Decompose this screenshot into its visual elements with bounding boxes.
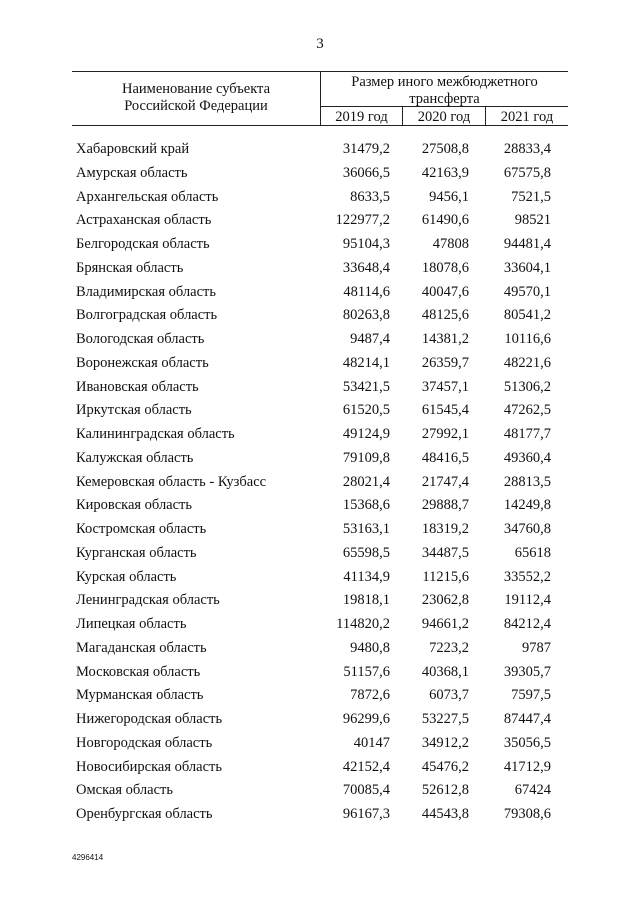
value-2019: 7872,6 [350, 687, 390, 704]
value-2021: 67575,8 [503, 164, 551, 181]
region-name: Ленинградская область [76, 592, 220, 609]
table-row [0, 447, 640, 471]
value-2021: 87447,4 [503, 711, 551, 727]
region-name: Липецкая область [76, 616, 187, 632]
value-2021: 19112,4 [504, 592, 551, 609]
value-2020: 11215,6 [422, 568, 469, 585]
region-name: Брянская область [76, 259, 184, 276]
value-2020: 18319,2 [421, 521, 469, 537]
value-2021: 14249,8 [503, 497, 551, 514]
table-row [0, 518, 640, 542]
table-row [0, 542, 640, 566]
value-2020: 44543,8 [421, 806, 469, 822]
region-name: Мурманская область [76, 687, 204, 704]
value-2021: 33604,1 [503, 259, 551, 276]
table-row [0, 138, 640, 162]
value-2020: 6073,7 [429, 687, 469, 704]
table-row [0, 328, 640, 352]
value-2020: 27508,8 [421, 141, 469, 157]
region-name: Вологодская область [76, 331, 205, 347]
region-name: Кемеровская область - Кузбасс [76, 473, 267, 490]
table-row [0, 281, 640, 305]
region-name: Калининградская область [76, 426, 235, 442]
value-2021: 35056,5 [503, 734, 551, 751]
value-2019: 48214,1 [342, 354, 390, 371]
column-header-transfer [321, 74, 568, 108]
region-name: Волгоградская область [76, 307, 218, 324]
region-name: Костромская область [76, 521, 207, 537]
value-2020: 40047,6 [421, 283, 469, 300]
region-name: Магаданская область [76, 639, 207, 656]
value-2021: 39305,7 [503, 663, 551, 680]
table-row [0, 471, 640, 495]
table-row [0, 803, 640, 827]
region-name: Иркутская область [76, 402, 192, 419]
value-2019: 51157,6 [343, 663, 390, 680]
value-2020: 27992,1 [421, 426, 469, 442]
region-name: Оренбургская область [76, 806, 213, 822]
value-2020: 53227,5 [421, 711, 469, 727]
region-name: Омская область [76, 782, 173, 799]
value-2021: 48177,7 [503, 426, 551, 442]
value-2019: 114820,2 [336, 616, 390, 632]
region-name: Новосибирская область [76, 758, 222, 775]
value-2020: 23062,8 [421, 592, 469, 609]
value-2020: 42163,9 [421, 164, 469, 181]
table-row [0, 423, 640, 447]
value-2021: 33552,2 [503, 568, 551, 585]
value-2019: 9480,8 [350, 639, 390, 656]
value-2019: 19818,1 [342, 592, 390, 609]
table-row [0, 566, 640, 590]
value-2020: 9456,1 [429, 188, 469, 205]
value-2019: 42152,4 [342, 758, 390, 775]
value-2019: 40147 [353, 734, 390, 751]
table-row [0, 708, 640, 732]
table-body [0, 138, 640, 827]
table-row [0, 376, 640, 400]
column-header-2020: 2020 год [417, 109, 471, 125]
value-2020: 48416,5 [421, 449, 469, 466]
region-name: Нижегородская область [76, 711, 223, 727]
table-row [0, 684, 640, 708]
value-2019: 36066,5 [342, 164, 390, 181]
table-row [0, 186, 640, 210]
value-2021: 47262,5 [503, 402, 551, 419]
value-2021: 65618 [514, 544, 551, 561]
value-2020: 47808 [432, 236, 469, 252]
value-2020: 7223,2 [429, 639, 469, 656]
table-row [0, 304, 640, 328]
value-2019: 96299,6 [342, 711, 390, 727]
value-2020: 26359,7 [421, 354, 469, 371]
table-row [0, 613, 640, 637]
value-2019: 61520,5 [342, 402, 390, 419]
value-2021: 84212,4 [503, 616, 551, 632]
value-2021: 34760,8 [503, 521, 551, 537]
region-name: Владимирская область [76, 283, 216, 300]
column-header-2021: 2021 год [500, 109, 554, 125]
table-row [0, 352, 640, 376]
region-name: Воронежская область [76, 354, 209, 371]
value-2020: 45476,2 [421, 758, 469, 775]
region-name: Астраханская область [76, 212, 212, 229]
region-name: Белгородская область [76, 236, 210, 252]
value-2019: 9487,4 [350, 331, 390, 347]
value-2019: 31479,2 [342, 141, 390, 157]
value-2021: 49360,4 [503, 449, 551, 466]
region-name: Хабаровский край [76, 141, 190, 157]
value-2019: 53421,5 [342, 378, 390, 395]
region-name: Курская область [76, 568, 177, 585]
value-2019: 28021,4 [342, 473, 390, 490]
value-2021: 9787 [522, 639, 551, 656]
value-2019: 41134,9 [343, 568, 390, 585]
table-row [0, 756, 640, 780]
table-row [0, 637, 640, 661]
region-name: Калужская область [76, 449, 194, 466]
value-2021: 28813,5 [503, 473, 551, 490]
value-2019: 53163,1 [342, 521, 390, 537]
table-row [0, 257, 640, 281]
table-row [0, 209, 640, 233]
region-name: Архангельская область [76, 188, 219, 205]
column-header-2019: 2019 год [335, 109, 388, 125]
value-2019: 95104,3 [342, 236, 390, 252]
value-2021: 49570,1 [503, 283, 551, 300]
header-bottom-rule [72, 125, 568, 126]
column-header-subject-line-1: Наименование субъекта [121, 81, 271, 97]
region-name: Амурская область [76, 164, 188, 181]
value-2019: 70085,4 [342, 782, 390, 799]
table-row [0, 589, 640, 613]
value-2020: 61490,6 [421, 212, 469, 229]
value-2019: 122977,2 [335, 212, 390, 229]
value-2021: 98521 [514, 212, 551, 229]
table-row [0, 399, 640, 423]
value-2020: 34487,5 [421, 544, 469, 561]
column-header-transfer-line-2: трансферта [409, 91, 480, 107]
value-2021: 94481,4 [503, 236, 551, 252]
value-2021: 28833,4 [503, 141, 551, 157]
value-2021: 10116,6 [504, 331, 551, 347]
value-2019: 79109,8 [342, 449, 390, 466]
column-header-subject-line-2: Российской Федерации [124, 98, 268, 114]
region-name: Курганская область [76, 544, 197, 561]
value-2019: 65598,5 [342, 544, 390, 561]
value-2020: 52612,8 [421, 782, 469, 799]
table-row [0, 779, 640, 803]
value-2021: 79308,6 [503, 806, 551, 822]
value-2019: 8633,5 [350, 188, 390, 205]
table-row [0, 162, 640, 186]
table-header [72, 71, 568, 126]
region-name: Ивановская область [76, 378, 199, 395]
value-2021: 7521,5 [511, 188, 551, 205]
value-2020: 29888,7 [421, 497, 469, 514]
page-number: 3 [316, 36, 324, 52]
value-2020: 18078,6 [421, 259, 469, 276]
value-2020: 48125,6 [421, 307, 469, 324]
value-2019: 80263,8 [342, 307, 390, 324]
table-row [0, 233, 640, 257]
value-2020: 14381,2 [421, 331, 469, 347]
document-code: 4296414 [72, 853, 104, 862]
value-2019: 96167,3 [342, 806, 390, 822]
value-2021: 41712,9 [503, 758, 551, 775]
value-2019: 49124,9 [342, 426, 390, 442]
region-name: Кировская область [76, 497, 193, 514]
value-2021: 7597,5 [511, 687, 551, 704]
value-2021: 51306,2 [503, 378, 551, 395]
value-2020: 21747,4 [421, 473, 469, 490]
value-2021: 80541,2 [503, 307, 551, 324]
region-name: Московская область [76, 663, 201, 680]
value-2019: 48114,6 [343, 283, 390, 300]
value-2019: 15368,6 [342, 497, 390, 514]
value-2019: 33648,4 [342, 259, 390, 276]
value-2020: 40368,1 [421, 663, 469, 680]
table-row [0, 732, 640, 756]
value-2021: 67424 [514, 782, 551, 799]
table-row [0, 494, 640, 518]
value-2020: 37457,1 [421, 378, 469, 395]
column-header-subject [72, 81, 320, 115]
value-2020: 94661,2 [421, 616, 469, 632]
region-name: Новгородская область [76, 734, 213, 751]
table-row [0, 661, 640, 685]
value-2021: 48221,6 [503, 354, 551, 371]
value-2020: 34912,2 [421, 734, 469, 751]
value-2020: 61545,4 [421, 402, 469, 419]
column-header-transfer-line-1: Размер иного межбюджетного [351, 74, 538, 90]
